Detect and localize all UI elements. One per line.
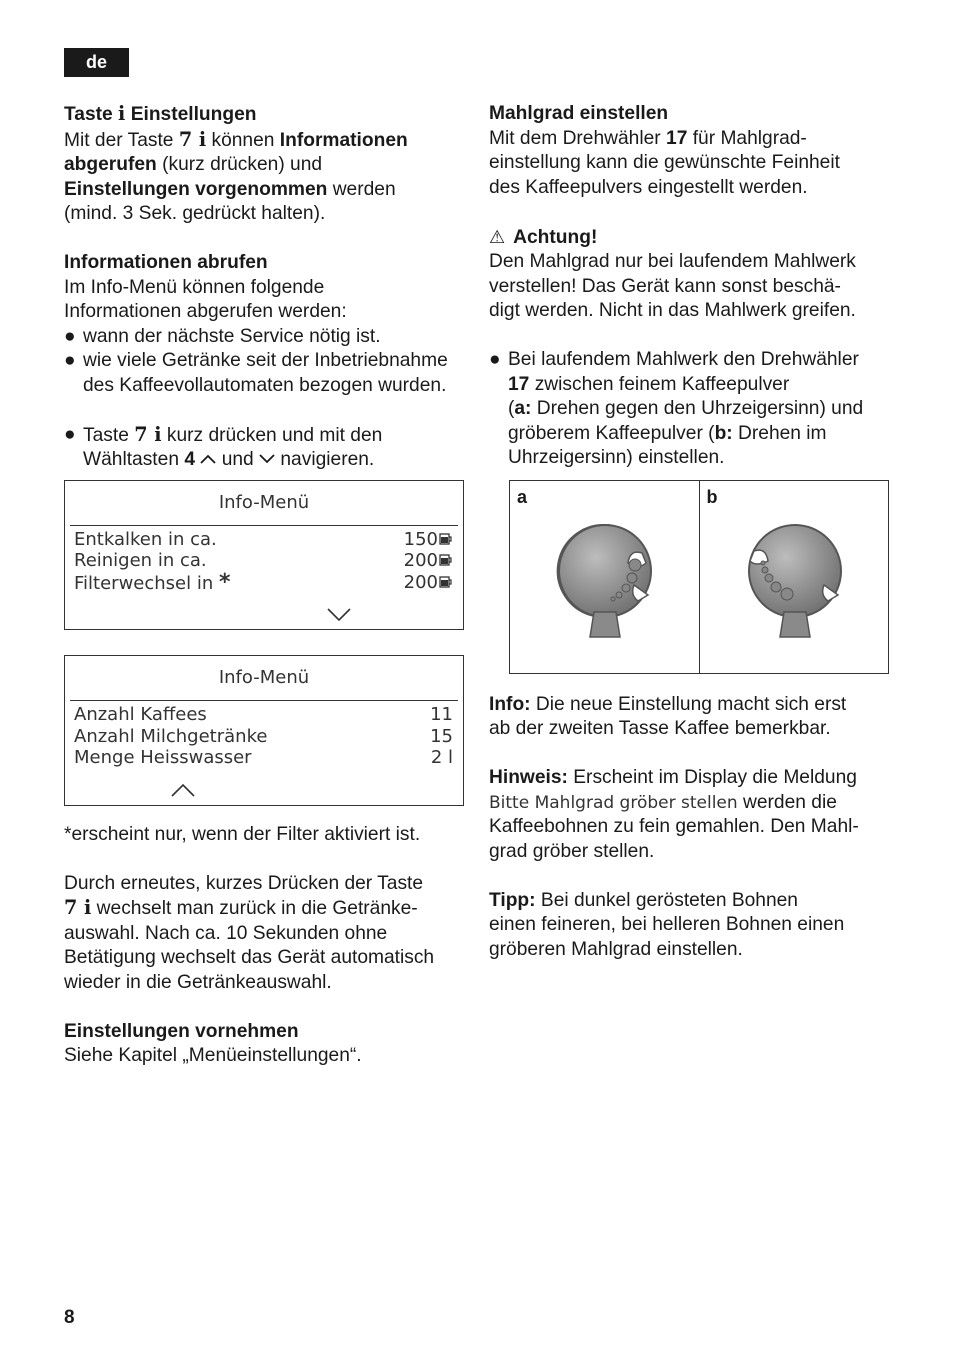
grind-figure <box>509 480 889 674</box>
display-title: Info-Menü <box>218 667 310 688</box>
section-title-grind: Mahlgrad einstellen <box>489 103 669 124</box>
paragraph-line: des Kaffeepulvers eingestellt werden. <box>489 176 808 198</box>
display-row: Anzahl Kaffees 11 <box>74 704 453 725</box>
paragraph-line: digt werden. Nicht in das Mahlwerk greifen. <box>489 300 856 321</box>
bullet-item: ● wann der nächste Service nötig ist. <box>64 325 381 347</box>
display-row: Filterwechsel in * 200 <box>74 572 453 594</box>
paragraph-line: wieder in die Getränkeauswahl. <box>64 971 332 993</box>
paragraph-line: 7 i wechselt man zurück in die Getränke- <box>64 896 418 919</box>
paragraph-line: einen feineren, bei helleren Bohnen einen <box>489 914 845 935</box>
paragraph-line: Kaffeebohnen zu fein gemahlen. Den Mahl- <box>489 816 859 837</box>
paragraph-line: Betätigung wechselt das Gerät automatisch <box>64 947 435 968</box>
paragraph-line: Einstellungen vorgenommen werden <box>64 178 396 200</box>
paragraph-line: auswahl. Nach ca. 10 Sekunden ohne <box>64 922 388 944</box>
paragraph-line: verstellen! Das Gerät kann sonst beschä- <box>489 275 841 297</box>
display-message: Bitte Mahlgrad gröber stellen <box>489 792 738 813</box>
info-menu-display-1 <box>64 480 464 631</box>
paragraph-line: Den Mahlgrad nur bei laufendem Mahlwerk <box>489 251 856 272</box>
bullet-item: ● wie viele Getränke seit der Inbetriebnahme des Kaffeevollautomaten bezogen wurden. <box>64 350 448 396</box>
figure-panel-b <box>699 481 889 673</box>
instruction-step: ● Taste 7 i kurz drücken und mit den Wähltasten 4 und navigieren. <box>64 422 383 470</box>
paragraph-line: Durch erneutes, kurzes Drücken der Taste <box>64 872 424 894</box>
chevron-down-icon <box>259 454 275 464</box>
chevron-up-icon <box>200 454 216 464</box>
footnote: *erscheint nur, wenn der Filter aktiviert ist. <box>64 823 421 845</box>
paragraph-line: Bitte Mahlgrad gröber stellen werden die <box>489 791 837 813</box>
grinder-dial-fine-icon <box>550 517 660 647</box>
language-tab: de <box>64 48 129 77</box>
warning-icon: ⚠ <box>489 226 506 247</box>
cup-icon <box>439 575 453 589</box>
section-title-configure: Einstellungen vornehmen <box>64 1020 299 1042</box>
display-row: Entkalken in ca. 150 <box>74 529 453 551</box>
paragraph-line: Tipp: Bei dunkel gerösteten Bohnen <box>489 889 798 911</box>
display-row: Reinigen in ca. 200 <box>74 550 453 572</box>
paragraph-line: abgerufen (kurz drücken) und <box>64 154 323 175</box>
paragraph-line: Mit dem Drehwähler 17 für Mahlgrad- <box>489 127 807 149</box>
cup-icon <box>439 553 453 567</box>
chevron-up-icon <box>171 783 195 797</box>
paragraph-line: grad gröber stellen. <box>489 840 655 862</box>
paragraph-line: Info: Die neue Einstellung macht sich erst <box>489 693 847 715</box>
figure-label: b <box>706 486 718 507</box>
instruction-step: ● Bei laufendem Mahlwerk den Drehwähler 17 zwischen feinem Kaffeepulver (a: Drehen gegen den Uhrzeigersinn) und gröberem Kaffeepulver (b: Drehen im Uhrzeigersinn) einstellen. <box>489 349 864 468</box>
paragraph-line: Mit der Taste 7 i können Informationen <box>64 127 408 151</box>
paragraph-line: Siehe Kapitel „Menüeinstellungen“. <box>64 1045 362 1066</box>
paragraph-line: ab der zweiten Tasse Kaffee bemerkbar. <box>489 718 831 739</box>
paragraph-line: (mind. 3 Sek. gedrückt halten). <box>64 203 326 224</box>
page-number: 8 <box>64 1307 75 1328</box>
paragraph-line: Hinweis: Erscheint im Display die Meldung <box>489 767 857 788</box>
info-menu-display-2 <box>64 655 464 806</box>
left-column <box>64 102 464 1069</box>
section-title-settings: Taste i Einstellungen <box>64 102 257 125</box>
paragraph-line: Im Info-Menü können folgende <box>64 276 325 298</box>
chevron-down-icon <box>327 608 351 622</box>
grinder-dial-coarse-icon <box>740 517 850 647</box>
display-row: Menge Heisswasser 2 l <box>74 747 453 768</box>
paragraph-line: einstellung kann die gewünschte Feinheit <box>489 152 840 173</box>
figure-panel-a <box>510 481 699 673</box>
display-row: Anzahl Milchgetränke 15 <box>74 725 453 747</box>
right-column <box>489 102 894 962</box>
section-title-info: Informationen abrufen <box>64 252 268 273</box>
figure-label: a <box>517 486 528 507</box>
asterisk-mark: * <box>219 569 231 595</box>
warning-title: ⚠ Achtung! <box>489 226 598 248</box>
display-title: Info-Menü <box>218 491 310 513</box>
paragraph-line: gröberen Mahlgrad einstellen. <box>489 938 743 960</box>
paragraph-line: Informationen abgerufen werden: <box>64 301 347 322</box>
cup-icon <box>439 532 453 546</box>
